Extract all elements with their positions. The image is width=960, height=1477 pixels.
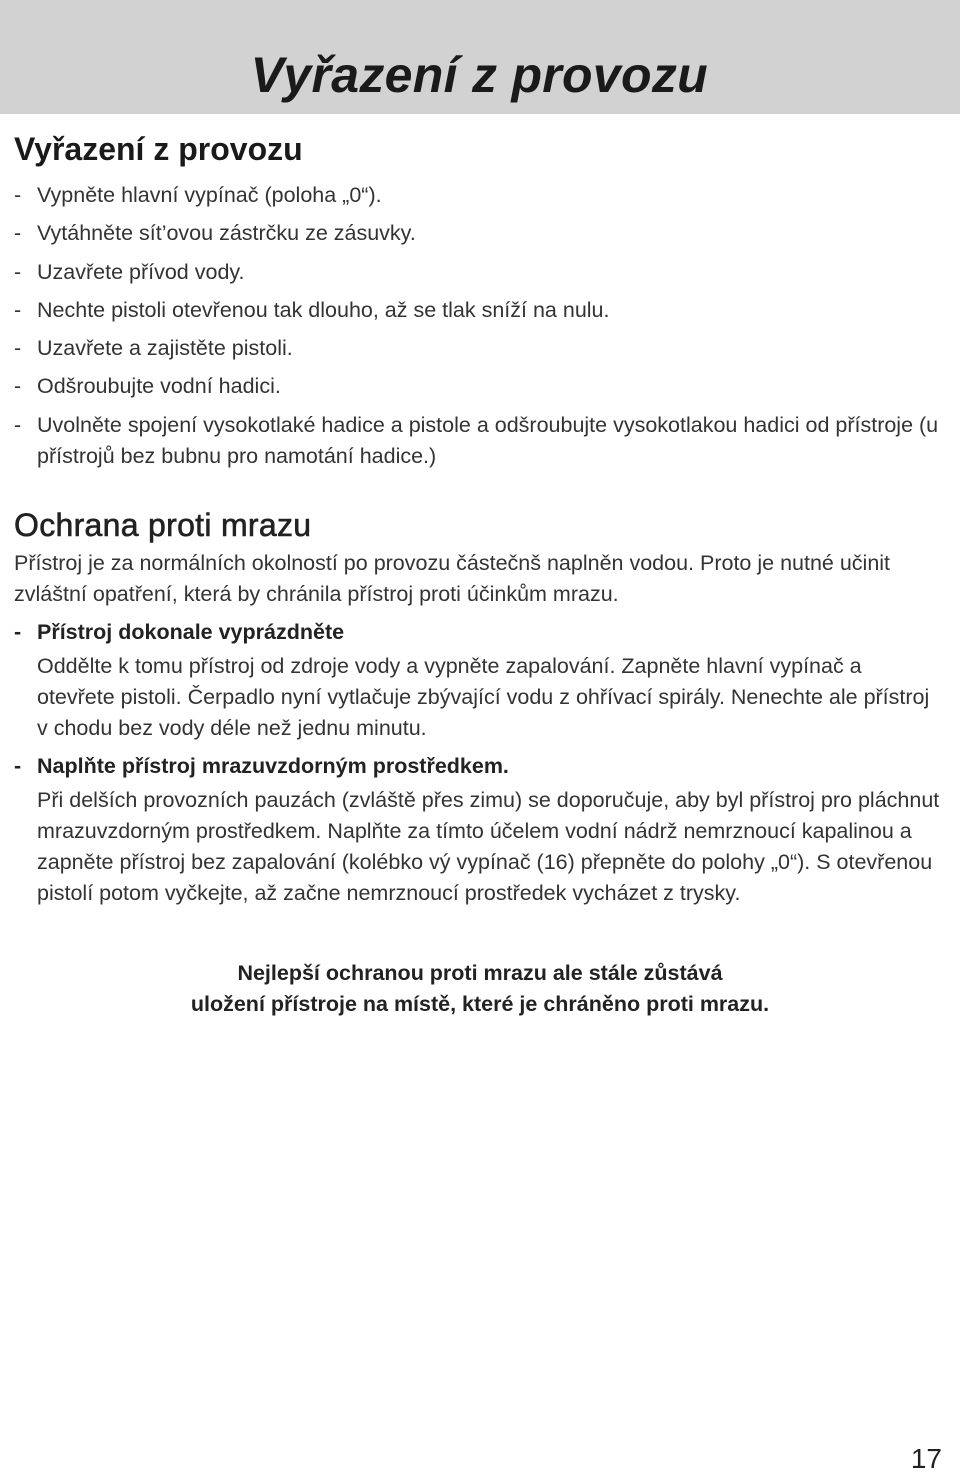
shutdown-steps-list [14, 180, 939, 479]
header-band [0, 0, 960, 114]
page-number: 17 [910, 1443, 942, 1474]
list-item: - Uzavřete a zajistěte pistoli. [14, 336, 293, 361]
frost-note-line-2: uložení přístroje na místě, které je chráněno proti mrazu. [190, 992, 770, 1016]
page-header-title: Vyřazení z provozu [250, 47, 708, 103]
drain-text: Oddělte k tomu přístroj od zdroje vody a vypněte zapalování. Zapněte hlavní vypínač a otevřete pistoli. Čerpadlo nyní vytlačuje zbývající vodu z ohřívací spirály. Nenechte ale přístroj v chodu bez vody déle než jednu minutu. [37, 654, 930, 740]
frost-note [0, 958, 960, 1020]
antifreeze-text: Při delších provozních pauzách (zvláště přes zimu) se doporučuje, aby byl přístroj pro pláchnut mrazuvzdorným prostředkem. Naplňte za tímto účelem vodní nádrž nemrznoucí kapalinou a zapněte přístroj bez zapalování (kolébko vý vypínač (16) přepněte do polohy „0“). S otevřenou pistolí potom vyčkejte, až začne nemrznoucí prostředek vycházet z trysky. [37, 788, 940, 905]
list-item: - Uzavřete přívod vody. [14, 259, 245, 284]
section-heading-shutdown: Vyřazení z provozu [14, 131, 303, 167]
frost-intro: Přístroj je za normálních okolností po provozu částečnš naplněn vodou. Proto je nutné učinit zvláštní opatření, která by chránila přístroj proti účinkům mrazu. [14, 551, 891, 606]
frost-note-line-1: Nejlepší ochranou proti mrazu ale stále zůstává [237, 961, 723, 985]
list-item: - Odšroubujte vodní hadici. [14, 374, 281, 399]
list-item: - Vytáhněte sít’ovou zástrčku ze zásuvky. [14, 221, 416, 246]
list-item: - Uvolněte spojení vysokotlaké hadice a pistole a odšroubujte vysokotlakou hadici od přístroje (u přístrojů bez bubnu pro namotání hadice.) [14, 412, 939, 468]
list-item: - Vypněte hlavní vypínač (poloha „0“). [14, 183, 382, 207]
section-heading-frost: Ochrana proti mrazu [14, 507, 312, 543]
list-item: - Nechte pistoli otevřenou tak dlouho, až se tlak sníží na nulu. [14, 297, 610, 322]
